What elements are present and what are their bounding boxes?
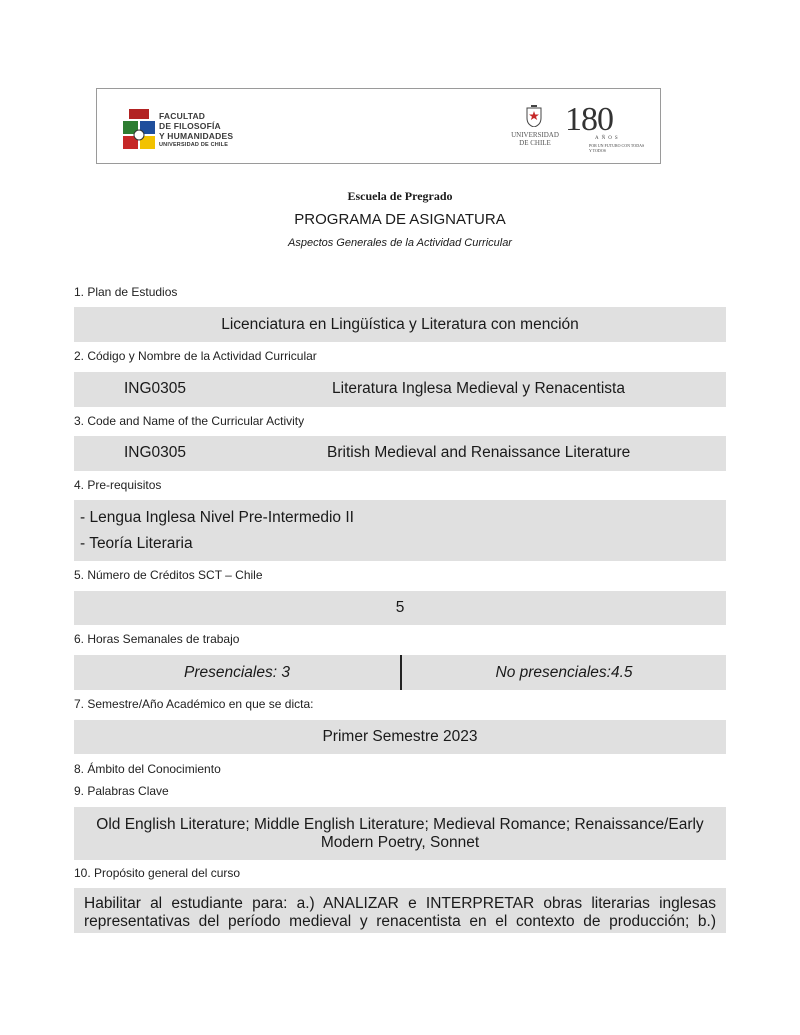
school-name: Escuela de Pregrado bbox=[347, 189, 453, 203]
faculty-logo-icon bbox=[123, 109, 155, 149]
field-prerequisitos bbox=[74, 500, 726, 561]
label-code-name: 3. Code and Name of the Curricular Activity bbox=[74, 414, 305, 428]
label-plan-estudios: 1. Plan de Estudios bbox=[74, 285, 178, 299]
proposito-line: representativas del período medieval y renacentista en el contexto de producción; b.) bbox=[84, 913, 716, 930]
label-codigo-nombre: 2. Código y Nombre de la Actividad Curricular bbox=[74, 349, 317, 363]
faculty-name: FACULTAD DE FILOSOFÍA Y HUMANIDADES UNIVERSIDAD DE CHILE bbox=[159, 111, 234, 148]
course-name-en: British Medieval and Renaissance Literature bbox=[327, 444, 631, 461]
university-crest-icon bbox=[526, 105, 542, 127]
page-subtitle: Aspectos Generales de la Actividad Curricular bbox=[288, 237, 512, 249]
prerequisite-item: - Teoría Literaria bbox=[80, 535, 193, 552]
page-title: PROGRAMA DE ASIGNATURA bbox=[294, 211, 506, 228]
label-prerequisitos: 4. Pre-requisitos bbox=[74, 478, 162, 492]
field-codigo-nombre bbox=[74, 372, 726, 407]
label-palabras-clave: 9. Palabras Clave bbox=[74, 784, 169, 798]
label-horas: 6. Horas Semanales de trabajo bbox=[74, 632, 240, 646]
course-name-es: Literatura Inglesa Medieval y Renacentista bbox=[332, 380, 625, 397]
keywords-line: Modern Poetry, Sonnet bbox=[320, 834, 480, 851]
course-code-en: ING0305 bbox=[124, 444, 187, 461]
field-horas bbox=[74, 655, 726, 690]
label-semestre: 7. Semestre/Año Académico en que se dicta: bbox=[74, 697, 314, 711]
creditos-value: 5 bbox=[395, 599, 405, 616]
field-proposito bbox=[74, 888, 726, 933]
label-ambito: 8. Ámbito del Conocimiento bbox=[74, 762, 221, 776]
university-logo: UNIVERSIDAD DE CHILE bbox=[506, 105, 562, 151]
plan-estudios-value: Licenciatura en Lingüística y Literatura con mención bbox=[221, 315, 579, 333]
label-creditos: 5. Número de Créditos SCT – Chile bbox=[74, 568, 263, 582]
field-creditos bbox=[74, 591, 726, 625]
prerequisite-item: - Lengua Inglesa Nivel Pre-Intermedio II bbox=[80, 509, 354, 526]
horas-no-presenciales: No presenciales:4.5 bbox=[495, 663, 633, 681]
field-semestre bbox=[74, 720, 726, 754]
horas-presenciales: Presenciales: 3 bbox=[184, 663, 290, 681]
semestre-value: Primer Semestre 2023 bbox=[322, 728, 478, 745]
field-palabras-clave bbox=[74, 807, 726, 860]
header-logos-box bbox=[96, 88, 661, 164]
course-code-es: ING0305 bbox=[124, 380, 187, 397]
field-code-name bbox=[74, 436, 726, 471]
field-plan-estudios bbox=[74, 307, 726, 342]
proposito-line: Habilitar al estudiante para: a.) ANALIZAR e INTERPRETAR obras literarias inglesas bbox=[84, 895, 716, 912]
anniversary-logo: 180 AÑOS POR UN FUTURO CON TODAS Y TODOS bbox=[565, 101, 645, 153]
keywords-line: Old English Literature; Middle English Literature; Medieval Romance; Renaissance/Early bbox=[96, 816, 704, 833]
label-proposito: 10. Propósito general del curso bbox=[74, 866, 241, 880]
